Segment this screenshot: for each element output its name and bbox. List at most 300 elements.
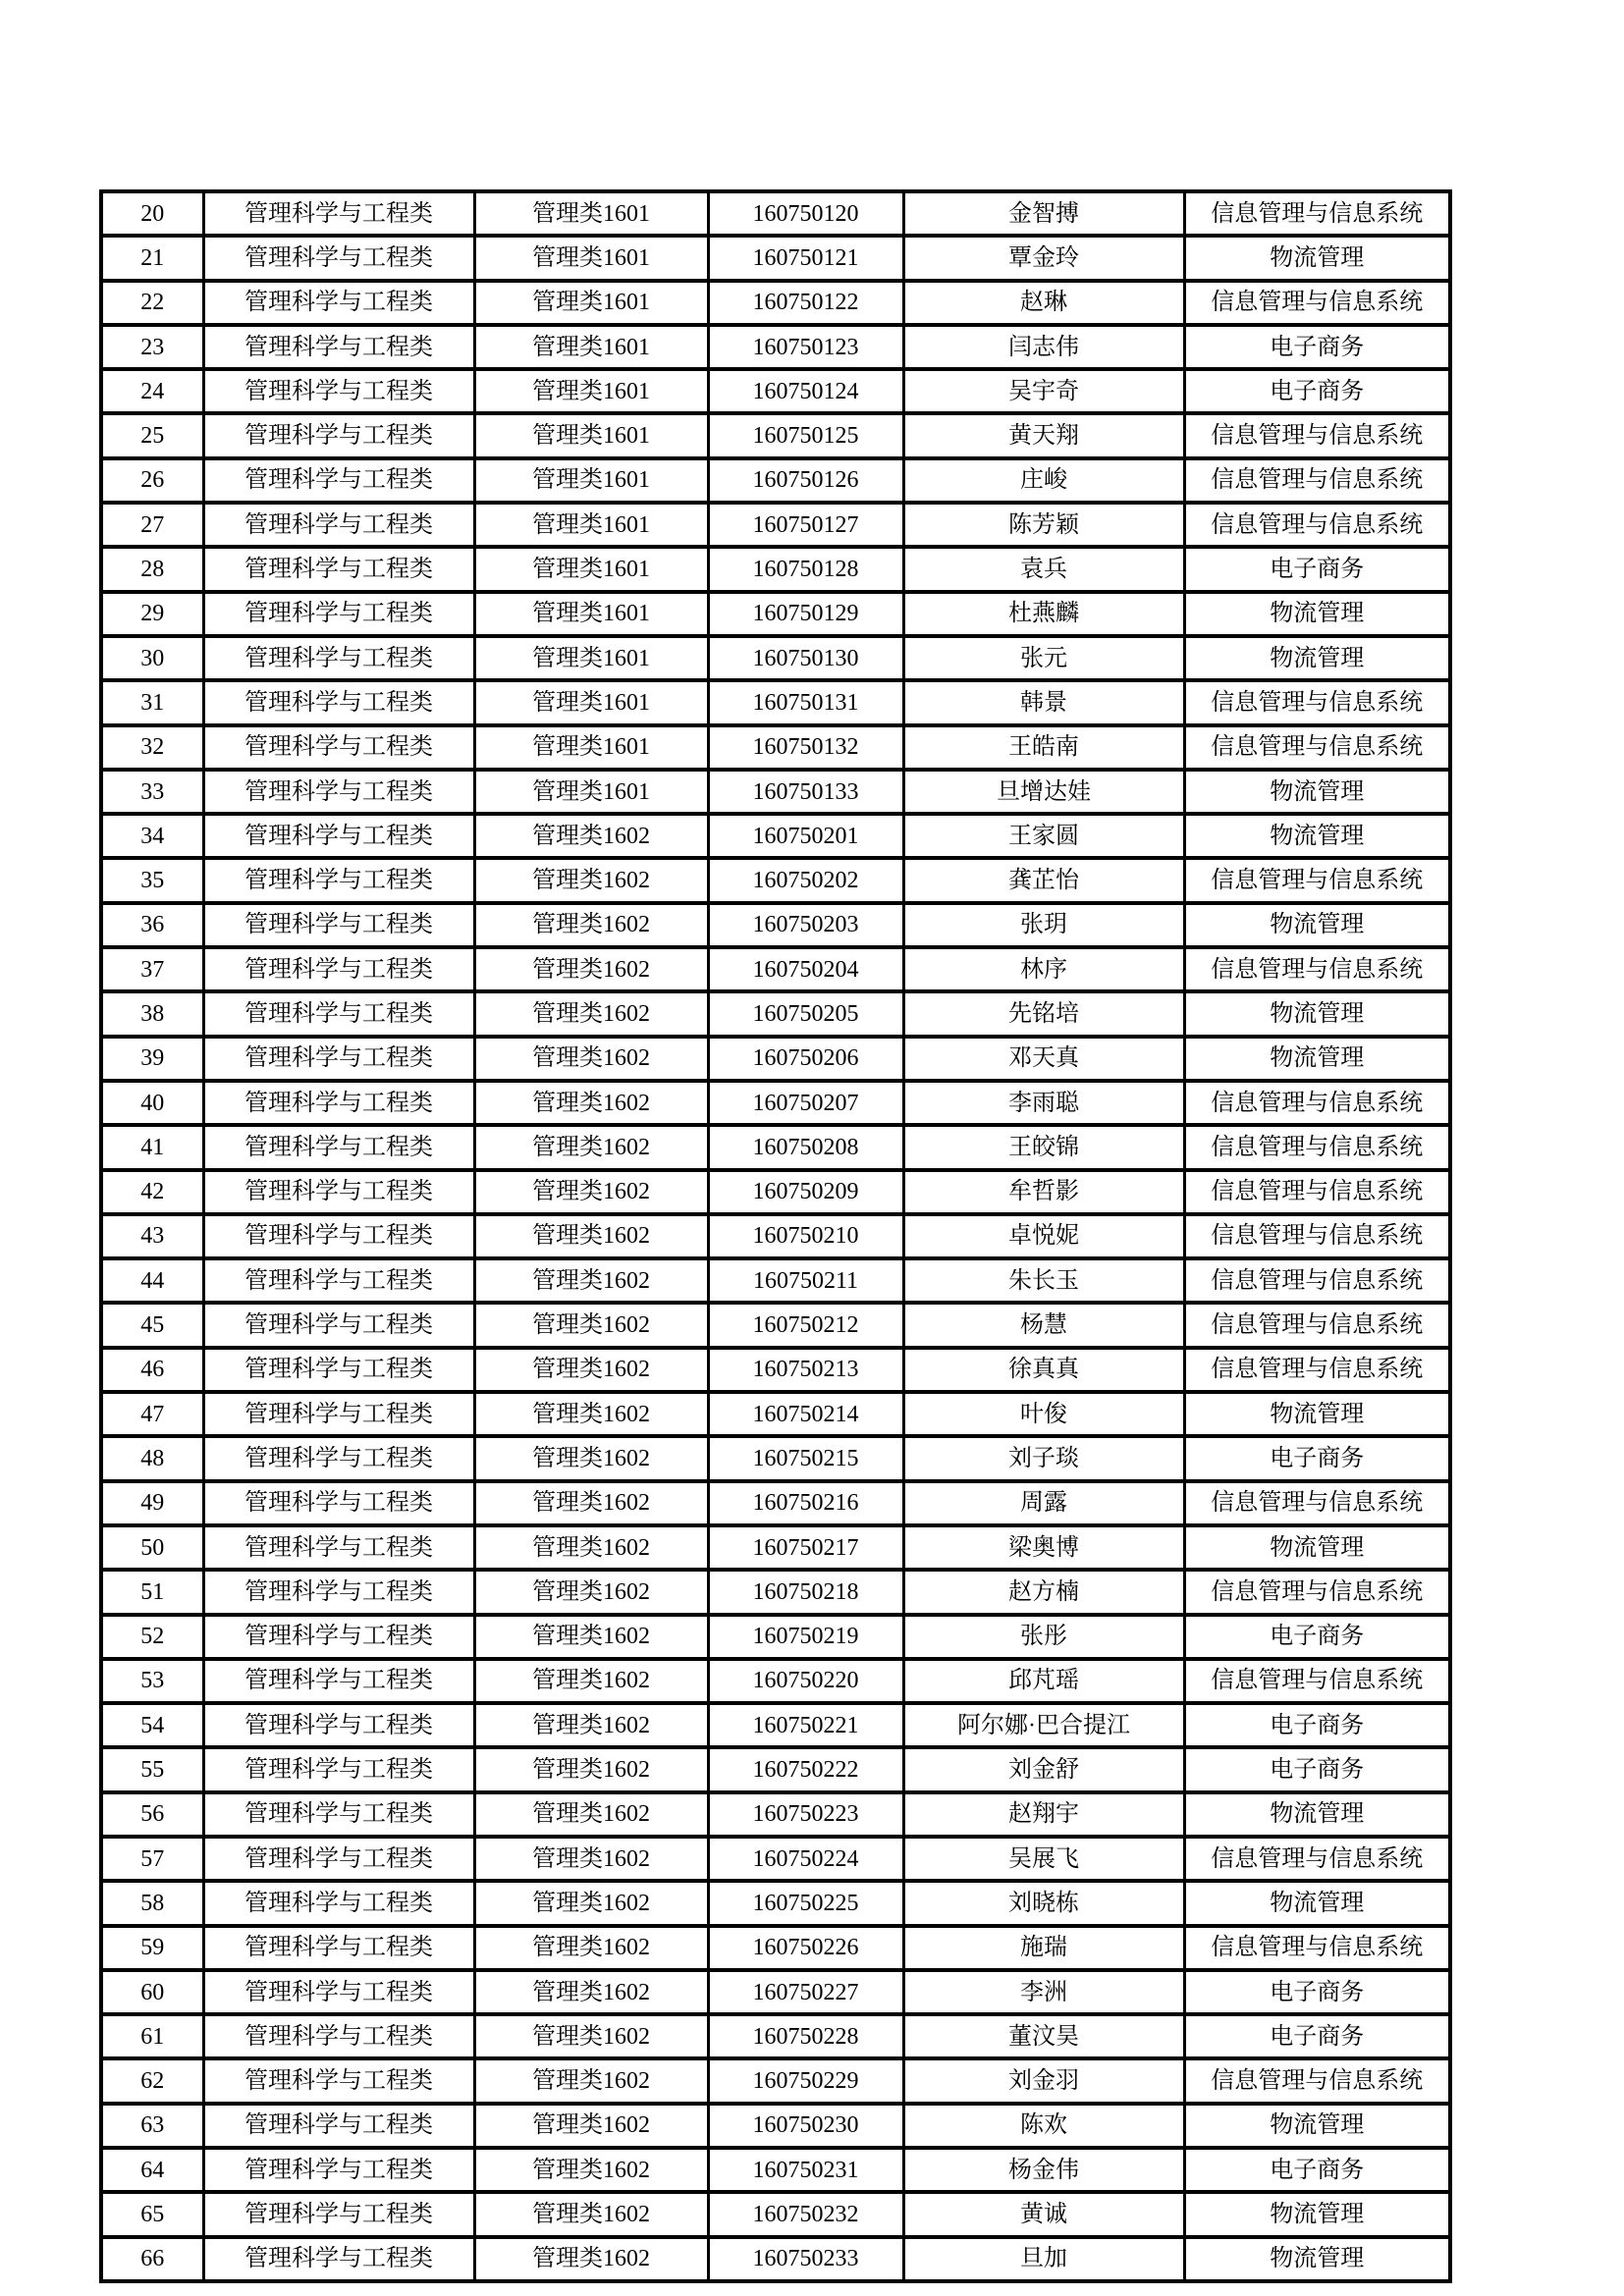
cell-category: 管理科学与工程类 xyxy=(203,725,474,770)
cell-class-name: 管理类1602 xyxy=(474,947,708,991)
cell-student-name: 徐真真 xyxy=(903,1348,1184,1392)
cell-student-id: 160750123 xyxy=(708,325,903,369)
cell-student-name: 林序 xyxy=(903,947,1184,991)
cell-student-name: 赵翔宇 xyxy=(903,1792,1184,1837)
cell-row-number: 56 xyxy=(101,1792,203,1837)
cell-student-id: 160750206 xyxy=(708,1037,903,1081)
cell-category: 管理科学与工程类 xyxy=(203,1615,474,1659)
cell-student-id: 160750227 xyxy=(708,1970,903,2014)
cell-student-name: 刘金羽 xyxy=(903,2058,1184,2103)
cell-student-name: 刘晓栋 xyxy=(903,1881,1184,1925)
cell-class-name: 管理类1602 xyxy=(474,1125,708,1169)
cell-student-id: 160750126 xyxy=(708,458,903,503)
cell-row-number: 40 xyxy=(101,1081,203,1125)
table-row xyxy=(101,1481,1450,1525)
table-row xyxy=(101,1747,1450,1791)
cell-row-number: 51 xyxy=(101,1570,203,1614)
table-row xyxy=(101,947,1450,991)
cell-student-id: 160750215 xyxy=(708,1436,903,1480)
cell-major: 电子商务 xyxy=(1184,547,1450,591)
table-row xyxy=(101,903,1450,947)
student-roster-body xyxy=(101,191,1450,2281)
cell-row-number: 55 xyxy=(101,1747,203,1791)
cell-major: 信息管理与信息系统 xyxy=(1184,1570,1450,1614)
table-row xyxy=(101,770,1450,814)
cell-class-name: 管理类1601 xyxy=(474,458,708,503)
cell-class-name: 管理类1602 xyxy=(474,1881,708,1925)
cell-major: 物流管理 xyxy=(1184,1392,1450,1436)
cell-category: 管理科学与工程类 xyxy=(203,1881,474,1925)
cell-student-id: 160750214 xyxy=(708,1392,903,1436)
cell-category: 管理科学与工程类 xyxy=(203,1258,474,1303)
cell-major: 电子商务 xyxy=(1184,1436,1450,1480)
cell-student-id: 160750225 xyxy=(708,1881,903,1925)
cell-student-name: 陈欢 xyxy=(903,2104,1184,2148)
table-row xyxy=(101,458,1450,503)
cell-student-id: 160750121 xyxy=(708,236,903,280)
cell-student-id: 160750124 xyxy=(708,369,903,413)
cell-row-number: 21 xyxy=(101,236,203,280)
cell-category: 管理科学与工程类 xyxy=(203,858,474,902)
cell-student-id: 160750120 xyxy=(708,191,903,236)
cell-class-name: 管理类1602 xyxy=(474,991,708,1036)
cell-student-name: 先铭培 xyxy=(903,991,1184,1036)
cell-category: 管理科学与工程类 xyxy=(203,1170,474,1214)
cell-student-name: 刘金舒 xyxy=(903,1747,1184,1791)
cell-row-number: 25 xyxy=(101,413,203,457)
cell-row-number: 52 xyxy=(101,1615,203,1659)
cell-category: 管理科学与工程类 xyxy=(203,1081,474,1125)
cell-major: 信息管理与信息系统 xyxy=(1184,1214,1450,1258)
cell-row-number: 54 xyxy=(101,1703,203,1747)
table-row xyxy=(101,991,1450,1036)
cell-student-name: 金智搏 xyxy=(903,191,1184,236)
cell-major: 物流管理 xyxy=(1184,1792,1450,1837)
cell-row-number: 22 xyxy=(101,281,203,325)
cell-class-name: 管理类1601 xyxy=(474,547,708,591)
cell-row-number: 35 xyxy=(101,858,203,902)
cell-category: 管理科学与工程类 xyxy=(203,2192,474,2236)
cell-student-name: 邱芃瑶 xyxy=(903,1659,1184,1703)
cell-major: 物流管理 xyxy=(1184,770,1450,814)
cell-row-number: 24 xyxy=(101,369,203,413)
cell-major: 电子商务 xyxy=(1184,1970,1450,2014)
cell-major: 物流管理 xyxy=(1184,636,1450,680)
cell-category: 管理科学与工程类 xyxy=(203,1792,474,1837)
cell-student-name: 旦加 xyxy=(903,2237,1184,2281)
table-row xyxy=(101,1926,1450,1970)
cell-student-id: 160750230 xyxy=(708,2104,903,2148)
cell-row-number: 60 xyxy=(101,1970,203,2014)
table-row xyxy=(101,1615,1450,1659)
cell-category: 管理科学与工程类 xyxy=(203,281,474,325)
cell-category: 管理科学与工程类 xyxy=(203,325,474,369)
cell-student-name: 梁奥博 xyxy=(903,1525,1184,1570)
cell-student-name: 周露 xyxy=(903,1481,1184,1525)
table-row xyxy=(101,858,1450,902)
cell-row-number: 32 xyxy=(101,725,203,770)
table-row xyxy=(101,592,1450,636)
cell-student-name: 覃金玲 xyxy=(903,236,1184,280)
cell-major: 信息管理与信息系统 xyxy=(1184,1170,1450,1214)
cell-student-name: 王皓南 xyxy=(903,725,1184,770)
cell-class-name: 管理类1602 xyxy=(474,1392,708,1436)
cell-row-number: 63 xyxy=(101,2104,203,2148)
table-row xyxy=(101,2104,1450,2148)
cell-major: 物流管理 xyxy=(1184,1881,1450,1925)
cell-row-number: 46 xyxy=(101,1348,203,1392)
cell-major: 物流管理 xyxy=(1184,2192,1450,2236)
cell-category: 管理科学与工程类 xyxy=(203,236,474,280)
table-row xyxy=(101,325,1450,369)
cell-student-id: 160750231 xyxy=(708,2148,903,2192)
cell-student-id: 160750122 xyxy=(708,281,903,325)
cell-student-id: 160750129 xyxy=(708,592,903,636)
cell-class-name: 管理类1602 xyxy=(474,2237,708,2281)
student-roster-table xyxy=(99,189,1452,2283)
cell-class-name: 管理类1602 xyxy=(474,1481,708,1525)
cell-category: 管理科学与工程类 xyxy=(203,369,474,413)
cell-class-name: 管理类1601 xyxy=(474,725,708,770)
cell-class-name: 管理类1601 xyxy=(474,770,708,814)
cell-student-name: 阿尔娜·巴合提江 xyxy=(903,1703,1184,1747)
cell-student-id: 160750127 xyxy=(708,503,903,547)
cell-student-name: 吴宇奇 xyxy=(903,369,1184,413)
table-row xyxy=(101,281,1450,325)
cell-class-name: 管理类1601 xyxy=(474,680,708,724)
cell-class-name: 管理类1601 xyxy=(474,236,708,280)
cell-student-id: 160750209 xyxy=(708,1170,903,1214)
table-row xyxy=(101,1703,1450,1747)
cell-category: 管理科学与工程类 xyxy=(203,458,474,503)
cell-student-name: 杜燕麟 xyxy=(903,592,1184,636)
cell-major: 信息管理与信息系统 xyxy=(1184,503,1450,547)
cell-student-id: 160750222 xyxy=(708,1747,903,1791)
cell-row-number: 48 xyxy=(101,1436,203,1480)
cell-major: 信息管理与信息系统 xyxy=(1184,725,1450,770)
cell-class-name: 管理类1602 xyxy=(474,2014,708,2058)
cell-row-number: 27 xyxy=(101,503,203,547)
table-row xyxy=(101,1659,1450,1703)
cell-major: 物流管理 xyxy=(1184,592,1450,636)
table-row xyxy=(101,1525,1450,1570)
cell-student-name: 邓天真 xyxy=(903,1037,1184,1081)
cell-class-name: 管理类1601 xyxy=(474,191,708,236)
table-row xyxy=(101,191,1450,236)
cell-major: 物流管理 xyxy=(1184,991,1450,1036)
cell-student-id: 160750226 xyxy=(708,1926,903,1970)
cell-category: 管理科学与工程类 xyxy=(203,1659,474,1703)
cell-category: 管理科学与工程类 xyxy=(203,1392,474,1436)
cell-student-name: 韩景 xyxy=(903,680,1184,724)
table-row xyxy=(101,236,1450,280)
cell-student-name: 张元 xyxy=(903,636,1184,680)
cell-class-name: 管理类1601 xyxy=(474,281,708,325)
cell-class-name: 管理类1602 xyxy=(474,1170,708,1214)
table-row xyxy=(101,680,1450,724)
cell-category: 管理科学与工程类 xyxy=(203,1125,474,1169)
cell-major: 电子商务 xyxy=(1184,1615,1450,1659)
cell-student-id: 160750224 xyxy=(708,1837,903,1881)
cell-major: 电子商务 xyxy=(1184,369,1450,413)
table-row xyxy=(101,1348,1450,1392)
cell-major: 信息管理与信息系统 xyxy=(1184,1303,1450,1347)
cell-student-name: 龚芷怡 xyxy=(903,858,1184,902)
cell-row-number: 26 xyxy=(101,458,203,503)
cell-row-number: 50 xyxy=(101,1525,203,1570)
cell-student-name: 赵方楠 xyxy=(903,1570,1184,1614)
cell-student-name: 庄峻 xyxy=(903,458,1184,503)
cell-major: 物流管理 xyxy=(1184,814,1450,858)
cell-row-number: 62 xyxy=(101,2058,203,2103)
table-row xyxy=(101,2014,1450,2058)
cell-student-name: 黄天翔 xyxy=(903,413,1184,457)
cell-student-name: 李洲 xyxy=(903,1970,1184,2014)
cell-row-number: 44 xyxy=(101,1258,203,1303)
table-row xyxy=(101,636,1450,680)
cell-student-name: 张玥 xyxy=(903,903,1184,947)
cell-category: 管理科学与工程类 xyxy=(203,680,474,724)
cell-category: 管理科学与工程类 xyxy=(203,1747,474,1791)
cell-major: 信息管理与信息系统 xyxy=(1184,1926,1450,1970)
cell-category: 管理科学与工程类 xyxy=(203,1303,474,1347)
table-row xyxy=(101,1214,1450,1258)
cell-row-number: 28 xyxy=(101,547,203,591)
cell-row-number: 41 xyxy=(101,1125,203,1169)
cell-category: 管理科学与工程类 xyxy=(203,2058,474,2103)
cell-student-id: 160750202 xyxy=(708,858,903,902)
cell-student-name: 旦增达娃 xyxy=(903,770,1184,814)
cell-class-name: 管理类1602 xyxy=(474,1926,708,1970)
cell-student-name: 杨金伟 xyxy=(903,2148,1184,2192)
cell-student-id: 160750220 xyxy=(708,1659,903,1703)
cell-class-name: 管理类1601 xyxy=(474,592,708,636)
cell-student-id: 160750132 xyxy=(708,725,903,770)
cell-row-number: 38 xyxy=(101,991,203,1036)
cell-category: 管理科学与工程类 xyxy=(203,413,474,457)
cell-major: 信息管理与信息系统 xyxy=(1184,281,1450,325)
cell-student-name: 刘子琰 xyxy=(903,1436,1184,1480)
table-row xyxy=(101,1303,1450,1347)
cell-major: 信息管理与信息系统 xyxy=(1184,1481,1450,1525)
cell-student-id: 160750218 xyxy=(708,1570,903,1614)
cell-major: 信息管理与信息系统 xyxy=(1184,1837,1450,1881)
cell-row-number: 37 xyxy=(101,947,203,991)
cell-category: 管理科学与工程类 xyxy=(203,2148,474,2192)
cell-student-id: 160750228 xyxy=(708,2014,903,2058)
cell-category: 管理科学与工程类 xyxy=(203,2104,474,2148)
cell-class-name: 管理类1601 xyxy=(474,503,708,547)
cell-major: 电子商务 xyxy=(1184,1703,1450,1747)
cell-row-number: 57 xyxy=(101,1837,203,1881)
cell-category: 管理科学与工程类 xyxy=(203,947,474,991)
table-row xyxy=(101,2058,1450,2103)
cell-class-name: 管理类1602 xyxy=(474,1081,708,1125)
cell-student-name: 董汶昊 xyxy=(903,2014,1184,2058)
cell-category: 管理科学与工程类 xyxy=(203,1214,474,1258)
cell-class-name: 管理类1602 xyxy=(474,1659,708,1703)
cell-class-name: 管理类1602 xyxy=(474,1303,708,1347)
cell-major: 电子商务 xyxy=(1184,1747,1450,1791)
cell-student-name: 杨慧 xyxy=(903,1303,1184,1347)
cell-row-number: 42 xyxy=(101,1170,203,1214)
cell-class-name: 管理类1602 xyxy=(474,1525,708,1570)
cell-student-name: 牟哲影 xyxy=(903,1170,1184,1214)
table-row xyxy=(101,1125,1450,1169)
table-row xyxy=(101,1258,1450,1303)
cell-student-name: 袁兵 xyxy=(903,547,1184,591)
cell-student-id: 160750205 xyxy=(708,991,903,1036)
table-row xyxy=(101,1170,1450,1214)
cell-class-name: 管理类1602 xyxy=(474,2104,708,2148)
cell-row-number: 23 xyxy=(101,325,203,369)
cell-student-name: 张彤 xyxy=(903,1615,1184,1659)
cell-class-name: 管理类1601 xyxy=(474,413,708,457)
cell-major: 信息管理与信息系统 xyxy=(1184,1125,1450,1169)
cell-category: 管理科学与工程类 xyxy=(203,2237,474,2281)
cell-student-name: 赵琳 xyxy=(903,281,1184,325)
cell-class-name: 管理类1602 xyxy=(474,1837,708,1881)
table-row xyxy=(101,1792,1450,1837)
cell-major: 物流管理 xyxy=(1184,1525,1450,1570)
cell-category: 管理科学与工程类 xyxy=(203,1970,474,2014)
cell-student-id: 160750207 xyxy=(708,1081,903,1125)
cell-class-name: 管理类1602 xyxy=(474,1615,708,1659)
cell-row-number: 64 xyxy=(101,2148,203,2192)
cell-student-id: 160750229 xyxy=(708,2058,903,2103)
cell-major: 信息管理与信息系统 xyxy=(1184,680,1450,724)
cell-student-id: 160750233 xyxy=(708,2237,903,2281)
cell-class-name: 管理类1601 xyxy=(474,325,708,369)
cell-major: 信息管理与信息系统 xyxy=(1184,2058,1450,2103)
cell-student-id: 160750213 xyxy=(708,1348,903,1392)
cell-student-id: 160750204 xyxy=(708,947,903,991)
table-row xyxy=(101,1970,1450,2014)
cell-student-id: 160750211 xyxy=(708,1258,903,1303)
table-row xyxy=(101,1436,1450,1480)
cell-category: 管理科学与工程类 xyxy=(203,547,474,591)
cell-category: 管理科学与工程类 xyxy=(203,1570,474,1614)
table-row xyxy=(101,1570,1450,1614)
cell-row-number: 61 xyxy=(101,2014,203,2058)
table-row xyxy=(101,814,1450,858)
cell-class-name: 管理类1602 xyxy=(474,1348,708,1392)
cell-student-id: 160750221 xyxy=(708,1703,903,1747)
cell-class-name: 管理类1602 xyxy=(474,1214,708,1258)
cell-category: 管理科学与工程类 xyxy=(203,191,474,236)
table-row xyxy=(101,547,1450,591)
cell-category: 管理科学与工程类 xyxy=(203,814,474,858)
cell-student-name: 王家圆 xyxy=(903,814,1184,858)
cell-major: 信息管理与信息系统 xyxy=(1184,858,1450,902)
table-row xyxy=(101,2237,1450,2281)
cell-category: 管理科学与工程类 xyxy=(203,1703,474,1747)
cell-student-id: 160750212 xyxy=(708,1303,903,1347)
cell-student-name: 陈芳颖 xyxy=(903,503,1184,547)
cell-student-id: 160750217 xyxy=(708,1525,903,1570)
cell-student-name: 卓悦妮 xyxy=(903,1214,1184,1258)
cell-class-name: 管理类1602 xyxy=(474,1703,708,1747)
cell-student-id: 160750133 xyxy=(708,770,903,814)
cell-class-name: 管理类1602 xyxy=(474,903,708,947)
cell-row-number: 36 xyxy=(101,903,203,947)
cell-category: 管理科学与工程类 xyxy=(203,2014,474,2058)
cell-class-name: 管理类1602 xyxy=(474,858,708,902)
cell-category: 管理科学与工程类 xyxy=(203,592,474,636)
cell-major: 信息管理与信息系统 xyxy=(1184,1659,1450,1703)
cell-class-name: 管理类1602 xyxy=(474,1037,708,1081)
cell-major: 信息管理与信息系统 xyxy=(1184,458,1450,503)
cell-category: 管理科学与工程类 xyxy=(203,1525,474,1570)
cell-class-name: 管理类1602 xyxy=(474,1747,708,1791)
cell-category: 管理科学与工程类 xyxy=(203,1837,474,1881)
cell-category: 管理科学与工程类 xyxy=(203,903,474,947)
cell-student-id: 160750203 xyxy=(708,903,903,947)
cell-major: 信息管理与信息系统 xyxy=(1184,1258,1450,1303)
cell-class-name: 管理类1602 xyxy=(474,1570,708,1614)
table-row xyxy=(101,1392,1450,1436)
cell-row-number: 20 xyxy=(101,191,203,236)
cell-major: 物流管理 xyxy=(1184,903,1450,947)
table-row xyxy=(101,413,1450,457)
table-row xyxy=(101,725,1450,770)
table-row xyxy=(101,1037,1450,1081)
cell-class-name: 管理类1601 xyxy=(474,636,708,680)
table-row xyxy=(101,1081,1450,1125)
cell-row-number: 53 xyxy=(101,1659,203,1703)
cell-major: 信息管理与信息系统 xyxy=(1184,191,1450,236)
cell-row-number: 65 xyxy=(101,2192,203,2236)
cell-student-id: 160750223 xyxy=(708,1792,903,1837)
cell-class-name: 管理类1602 xyxy=(474,1436,708,1480)
cell-row-number: 59 xyxy=(101,1926,203,1970)
cell-row-number: 66 xyxy=(101,2237,203,2281)
cell-category: 管理科学与工程类 xyxy=(203,1926,474,1970)
cell-class-name: 管理类1602 xyxy=(474,1792,708,1837)
cell-row-number: 29 xyxy=(101,592,203,636)
table-row xyxy=(101,1881,1450,1925)
cell-student-name: 施瑞 xyxy=(903,1926,1184,1970)
cell-student-id: 160750131 xyxy=(708,680,903,724)
table-row xyxy=(101,2192,1450,2236)
cell-row-number: 45 xyxy=(101,1303,203,1347)
cell-student-id: 160750216 xyxy=(708,1481,903,1525)
cell-student-name: 闫志伟 xyxy=(903,325,1184,369)
cell-student-name: 朱长玉 xyxy=(903,1258,1184,1303)
cell-row-number: 31 xyxy=(101,680,203,724)
cell-class-name: 管理类1602 xyxy=(474,1970,708,2014)
cell-class-name: 管理类1601 xyxy=(474,369,708,413)
table-row xyxy=(101,1837,1450,1881)
cell-row-number: 34 xyxy=(101,814,203,858)
cell-row-number: 47 xyxy=(101,1392,203,1436)
cell-major: 物流管理 xyxy=(1184,1037,1450,1081)
cell-class-name: 管理类1602 xyxy=(474,2058,708,2103)
cell-category: 管理科学与工程类 xyxy=(203,636,474,680)
cell-student-name: 吴展飞 xyxy=(903,1837,1184,1881)
cell-class-name: 管理类1602 xyxy=(474,1258,708,1303)
table-row xyxy=(101,503,1450,547)
cell-student-id: 160750201 xyxy=(708,814,903,858)
cell-student-name: 李雨聪 xyxy=(903,1081,1184,1125)
cell-major: 物流管理 xyxy=(1184,2104,1450,2148)
cell-student-name: 黄诚 xyxy=(903,2192,1184,2236)
cell-class-name: 管理类1602 xyxy=(474,2192,708,2236)
cell-student-id: 160750210 xyxy=(708,1214,903,1258)
cell-category: 管理科学与工程类 xyxy=(203,1037,474,1081)
cell-row-number: 33 xyxy=(101,770,203,814)
cell-category: 管理科学与工程类 xyxy=(203,503,474,547)
